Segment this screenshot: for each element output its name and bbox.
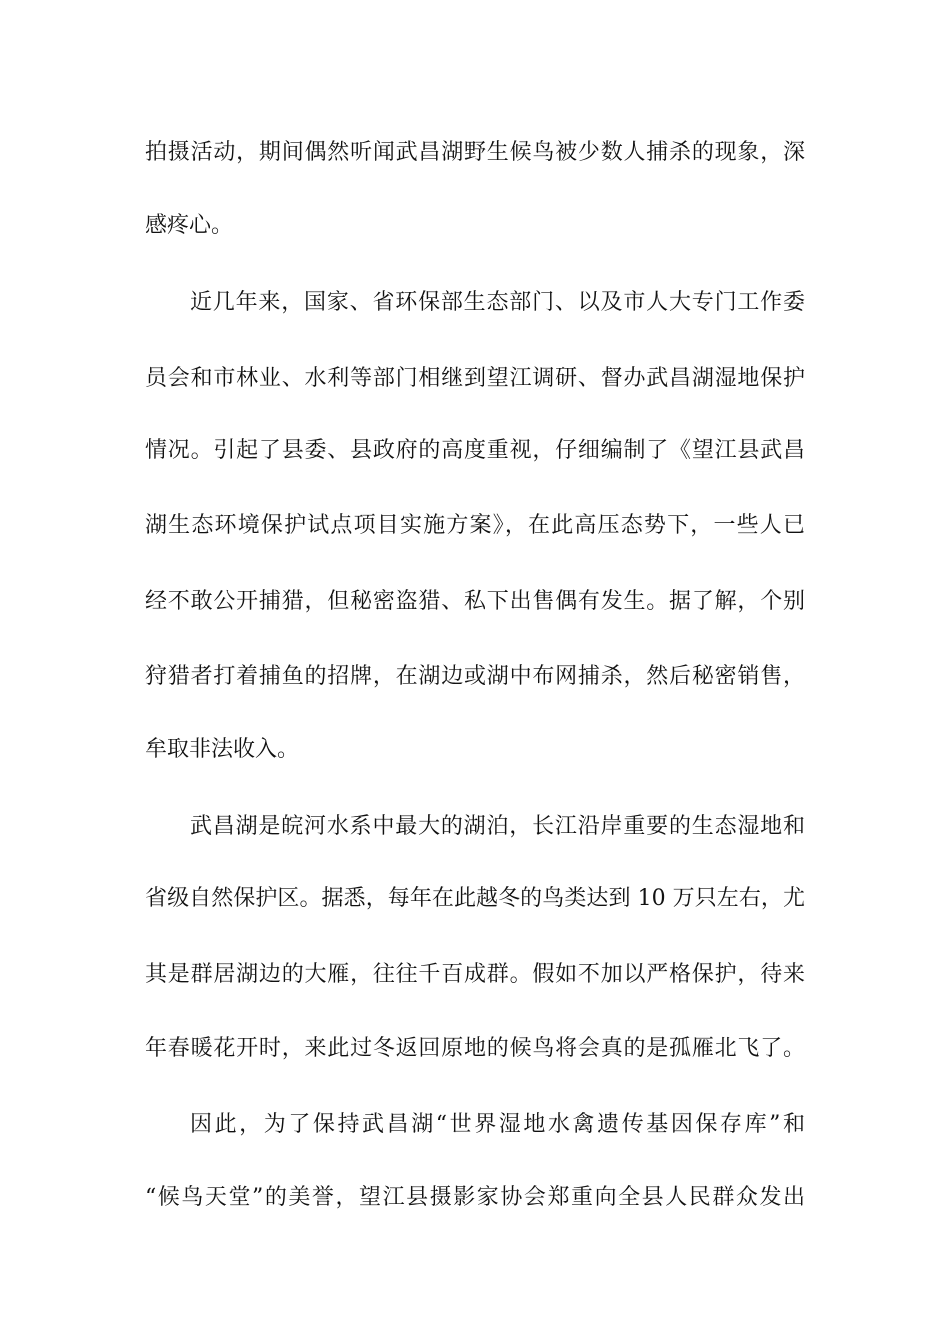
paragraph-start-line: 因此，为了保持武昌湖“世界湿地水禽遗传基因保存库”和 <box>190 1112 805 1137</box>
text-line: 员会和市林业、水利等部门相继到望江调研、督办武昌湖湿地保护 <box>145 366 805 391</box>
text-line: 经不敢公开捕猎，但秘密盗猎、私下出售偶有发生。据了解，个别 <box>145 589 805 614</box>
text-line: 省级自然保护区。据悉，每年在此越冬的鸟类达到 10 万只左右，尤 <box>145 886 805 911</box>
text-line: 感疼心。 <box>145 213 234 238</box>
paragraph-start-line: 近几年来，国家、省环保部生态部门、以及市人大专门工作委 <box>190 290 805 315</box>
text-line: 其是群居湖边的大雁，往往千百成群。假如不加以严格保护，待来 <box>145 962 805 987</box>
text-line: 拍摄活动，期间偶然听闻武昌湖野生候鸟被少数人捕杀的现象，深 <box>145 140 805 165</box>
text-line: 湖生态环境保护试点项目实施方案》，在此高压态势下，一些人已 <box>145 513 805 538</box>
text-line: 牟取非法收入。 <box>145 737 300 762</box>
paragraph-start-line: 武昌湖是皖河水系中最大的湖泊，长江沿岸重要的生态湿地和 <box>190 814 805 839</box>
text-line: 年春暖花开时，来此过冬返回原地的候鸟将会真的是孤雁北飞了。 <box>145 1036 805 1061</box>
text-line: 情况。引起了县委、县政府的高度重视，仔细编制了《望江县武昌 <box>145 438 805 463</box>
text-line: 狩猎者打着捕鱼的招牌，在湖边或湖中布网捕杀，然后秘密销售， <box>145 664 805 689</box>
text-line: “候鸟天堂”的美誉，望江县摄影家协会郑重向全县人民群众发出 <box>145 1185 805 1210</box>
